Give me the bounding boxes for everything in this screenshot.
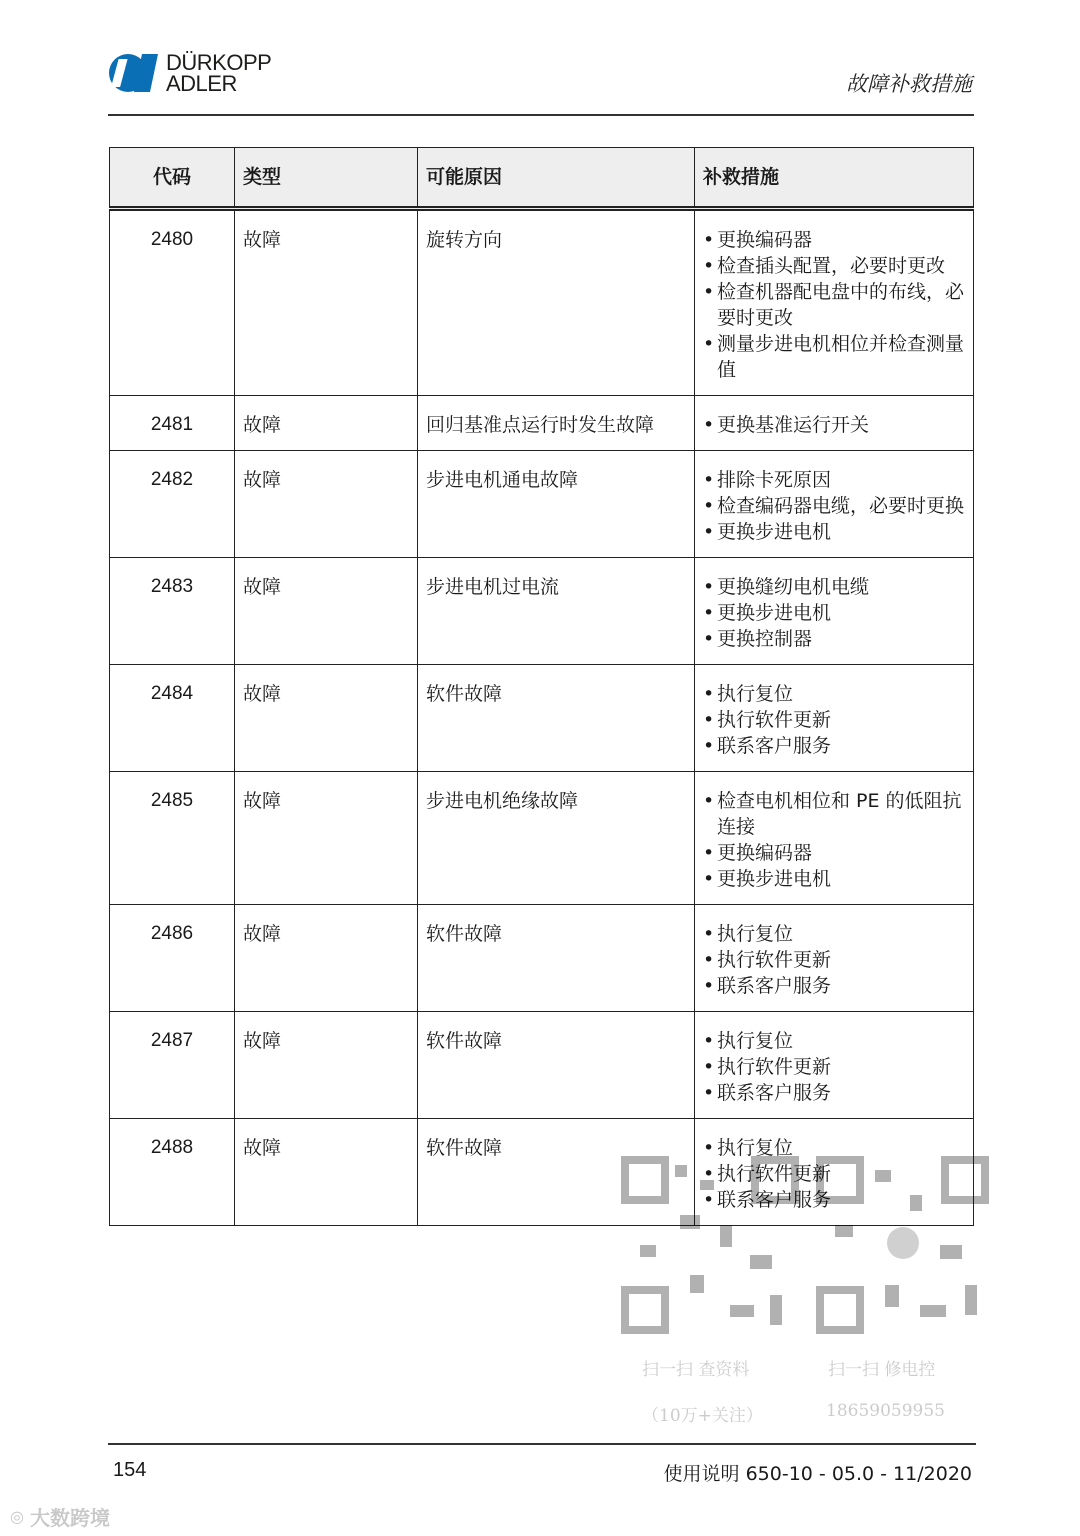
header-type: 类型 [235,148,418,209]
remedy-item: • 执行软件更新 [703,707,965,733]
remedy-cell [695,396,974,451]
remedy-list [703,788,965,892]
remedy-cell [695,665,974,772]
remedy-item: • 执行复位 [703,921,965,947]
logo-wordmark [166,52,271,94]
qr-code-icon [620,1155,990,1340]
remedy-list [703,227,965,383]
type-cell: 故障 [235,772,418,905]
cause-cell: 步进电机过电流 [418,558,695,665]
header-cause: 可能原因 [418,148,695,209]
cause-cell: 步进电机通电故障 [418,451,695,558]
page-header [108,48,974,116]
remedy-item: • 检查编码器电缆，必要时更换 [703,493,965,519]
footer-rule [108,1443,976,1445]
header-remedy: 补救措施 [695,148,974,209]
code-cell: 2480 [110,209,235,396]
durkopp-adler-logo [108,50,271,96]
table-header-row [110,148,974,209]
code-cell: 2488 [110,1119,235,1226]
table-row [110,451,974,558]
brand-watermark-text: 大数跨境 [29,1506,110,1530]
document-reference: 使用说明 650-10 - 05.0 - 11/2020 [663,1463,972,1485]
logo-line-1: DÜRKOPP [166,50,272,75]
remedy-item: • 联系客户服务 [703,1080,965,1106]
table-body [110,209,974,1226]
remedy-item: • 测量步进电机相位并检查测量值 [703,331,965,383]
remedy-item: • 执行复位 [703,681,965,707]
remedy-cell [695,1012,974,1119]
remedy-cell [695,209,974,396]
remedy-item: • 检查插头配置，必要时更改 [703,253,965,279]
remedy-item: • 联系客户服务 [703,733,965,759]
remedy-cell [695,558,974,665]
brand-watermark [10,1502,110,1531]
section-title: 故障补救措施 [846,72,972,96]
code-cell: 2487 [110,1012,235,1119]
remedy-item: • 更换缝纫电机电缆 [703,574,965,600]
code-cell: 2486 [110,905,235,1012]
cause-cell: 软件故障 [418,665,695,772]
remedy-item: • 联系客户服务 [703,973,965,999]
remedy-item: • 执行复位 [703,1135,965,1161]
remedy-item: • 更换编码器 [703,840,965,866]
remedy-cell [695,451,974,558]
remedy-list [703,574,965,652]
table-row [110,1012,974,1119]
remedy-cell [695,772,974,905]
remedy-item: • 排除卡死原因 [703,467,965,493]
logo-line-2: ADLER [166,71,237,96]
remedy-list [703,1028,965,1106]
watermark-caption-left-2: （10万+关注） [642,1406,763,1426]
remedy-cell [695,905,974,1012]
table-row [110,665,974,772]
remedy-item: • 更换步进电机 [703,866,965,892]
code-cell: 2482 [110,451,235,558]
remedy-list [703,921,965,999]
type-cell: 故障 [235,209,418,396]
remedy-item: • 更换步进电机 [703,600,965,626]
remedy-list [703,467,965,545]
header-code: 代码 [110,148,235,209]
remedy-item: • 联系客户服务 [703,1187,965,1213]
type-cell: 故障 [235,1119,418,1226]
cause-cell: 软件故障 [418,1012,695,1119]
remedy-list [703,681,965,759]
remedy-item: • 更换步进电机 [703,519,965,545]
code-cell: 2481 [110,396,235,451]
table-row [110,558,974,665]
remedy-item: • 检查机器配电盘中的布线，必要时更改 [703,279,965,331]
table-row [110,772,974,905]
remedy-item: • 执行软件更新 [703,947,965,973]
page-number: 154 [113,1459,147,1481]
cause-cell: 回归基准点运行时发生故障 [418,396,695,451]
code-cell: 2484 [110,665,235,772]
table-row [110,905,974,1012]
remedy-item: • 执行复位 [703,1028,965,1054]
table-row [110,209,974,396]
qr-watermark [620,1155,990,1435]
cause-cell: 软件故障 [418,905,695,1012]
cause-cell: 旋转方向 [418,209,695,396]
watermark-caption-right-1: 扫一扫 修电控 [828,1360,936,1380]
brand-logo-icon: ◎ [10,1507,24,1526]
type-cell: 故障 [235,558,418,665]
type-cell: 故障 [235,451,418,558]
remedy-item: • 更换控制器 [703,626,965,652]
table-row [110,396,974,451]
code-cell: 2485 [110,772,235,905]
remedy-item: • 执行软件更新 [703,1161,965,1187]
type-cell: 故障 [235,905,418,1012]
type-cell: 故障 [235,1012,418,1119]
remedy-item: • 更换编码器 [703,227,965,253]
fault-table [109,147,974,1226]
cause-cell: 步进电机绝缘故障 [418,772,695,905]
remedy-item: • 执行软件更新 [703,1054,965,1080]
type-cell: 故障 [235,665,418,772]
remedy-item: • 更换基准运行开关 [703,412,965,438]
watermark-caption-left-1: 扫一扫 查资料 [642,1360,750,1380]
watermark-caption-right-2: 18659059955 [826,1401,945,1421]
code-cell: 2483 [110,558,235,665]
remedy-item: • 检查电机相位和 PE 的低阻抗连接 [703,788,965,840]
cause-cell: 软件故障 [418,1119,695,1226]
remedy-list [703,412,965,438]
logo-mark-icon [108,50,160,96]
type-cell: 故障 [235,396,418,451]
